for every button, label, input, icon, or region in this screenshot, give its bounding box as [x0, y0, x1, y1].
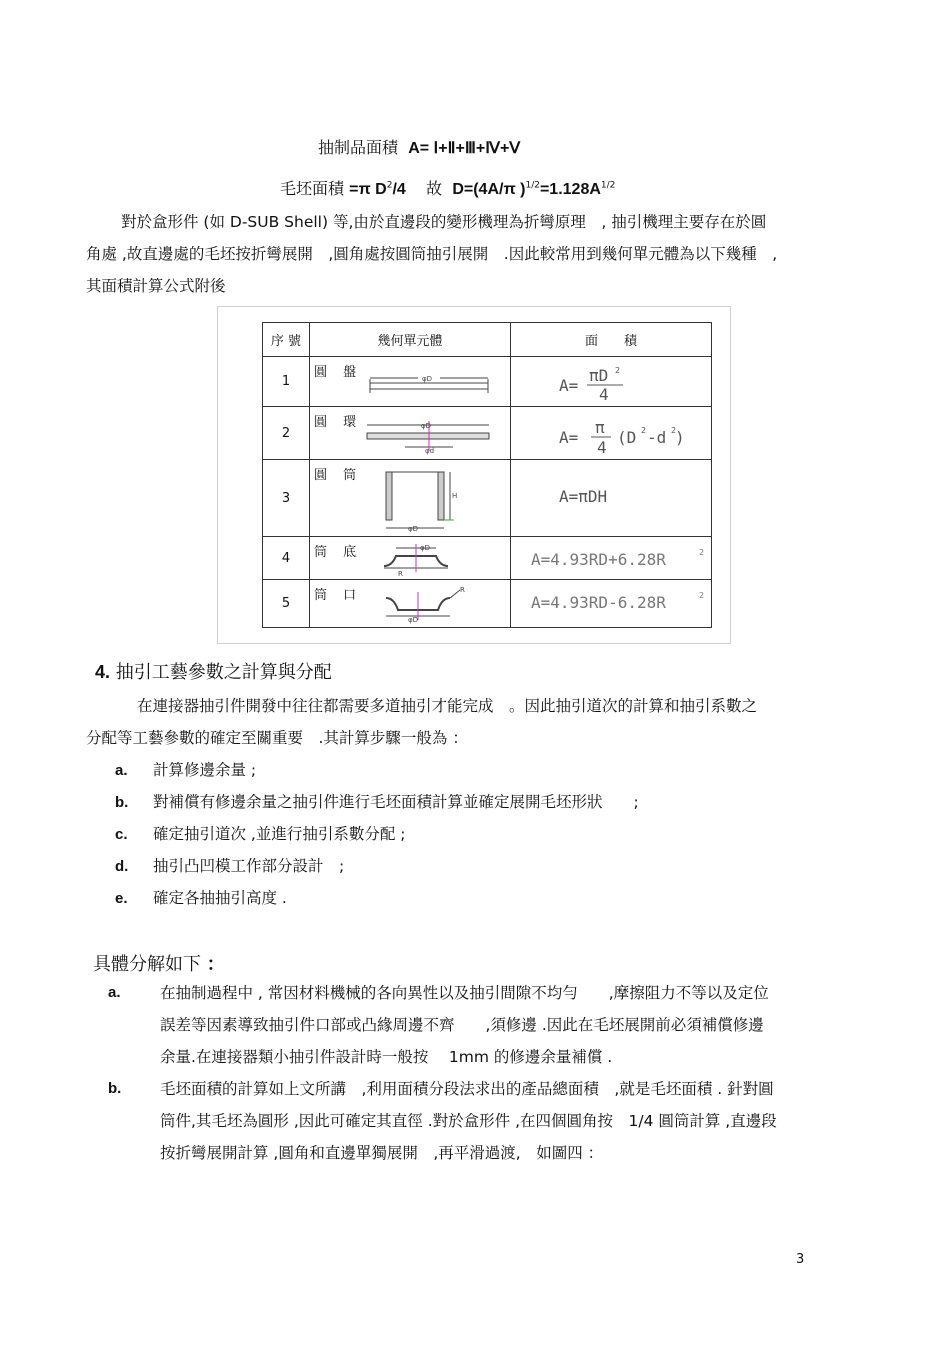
svg-text:): ): [675, 428, 685, 447]
step-item: [115, 786, 639, 819]
area-cell: [511, 407, 712, 460]
shape-cell: [310, 460, 511, 537]
step-label: c.: [115, 826, 128, 843]
table-row: [263, 357, 712, 407]
breakdown-line: 毛坯面積的計算如上文所講 ,利用面積分段法求出的產品總面積 ,就是毛坯面積 . 針對圓: [160, 1080, 774, 1098]
step-item: [115, 882, 287, 915]
cylinder-figure: [380, 470, 470, 532]
intro-line-3: 其面積計算公式附後: [86, 277, 226, 295]
area-formula-2: [559, 413, 719, 457]
disc-figure: [368, 371, 493, 397]
shape-name: 圓 環: [314, 415, 363, 430]
table-row: [263, 460, 712, 537]
formula-2-expr-b: /4: [392, 181, 406, 198]
breakdown-line: 按折彎展開計算 ,圓角和直邊單獨展開 ,再平滑過渡, 如圖四 ：: [160, 1144, 604, 1162]
shape-name: 圓 筒: [314, 468, 363, 483]
formula-2-label-b: 故: [426, 179, 443, 198]
row-number: 5: [263, 580, 310, 628]
step-label: d.: [115, 858, 129, 875]
svg-text:φD: φD: [408, 525, 419, 532]
svg-text:φD: φD: [408, 616, 419, 624]
formula-2-sup-c: 1/2: [600, 180, 616, 191]
breakdown-label: a.: [108, 984, 121, 1001]
svg-text:2: 2: [699, 591, 705, 600]
step-item: [115, 754, 256, 787]
step-text: 確定各抽抽引高度 .: [153, 889, 287, 907]
shape-cell: [310, 357, 511, 407]
shape-name: 筒 底: [314, 545, 363, 560]
row-number: 1: [263, 357, 310, 407]
step-item: [115, 818, 406, 851]
geometry-table: [262, 322, 712, 628]
formula-2-expr-d: =1.128A: [539, 181, 601, 198]
area-formula-4: [531, 547, 711, 573]
table-row: [263, 580, 712, 628]
shape-cell: [310, 580, 511, 628]
shape-name: 圓 盤: [314, 365, 363, 380]
formula-2-label: 毛坯面積: [280, 179, 345, 198]
svg-text:(D: (D: [617, 428, 637, 447]
breakdown-line: 在抽制過程中 , 常因材料機械的各向異性以及抽引間隙不均勻 ,摩擦阻力不等以及定位: [160, 984, 769, 1002]
ring-figure: [365, 419, 495, 455]
table-header-row: [263, 323, 712, 357]
svg-text:4: 4: [597, 438, 607, 457]
svg-text:A=: A=: [559, 376, 579, 395]
svg-text:-d: -d: [647, 428, 667, 447]
header-shape: 幾何單元體: [310, 323, 511, 357]
svg-text:φD: φD: [420, 544, 431, 552]
cup-bottom-figure: [380, 540, 460, 578]
formula-2-sup-a: 2: [386, 180, 393, 191]
formula-line-2: [280, 176, 615, 199]
page-number: 3: [796, 1252, 805, 1267]
formula-2-sup-b: 1/2: [525, 180, 540, 191]
area-formula-3: [559, 484, 679, 510]
header-area: 面 積: [511, 323, 712, 357]
area-cell: [511, 460, 712, 537]
row-number: 3: [263, 460, 310, 537]
svg-text:πD: πD: [589, 366, 609, 385]
breakdown-line: 誤差等因素導致抽引件口部或凸緣周邊不齊 ,須修邊 .因此在毛坯展開前必須補償修邊: [160, 1016, 764, 1034]
svg-text:φD: φD: [421, 422, 432, 430]
shape-cell: [310, 537, 511, 580]
area-formula-5: [531, 590, 711, 616]
svg-text:R: R: [460, 586, 465, 594]
section-4-para-line-1: 在連接器抽引件開發中往往都需要多道抽引才能完成 。因此抽引道次的計算和抽引系數之: [137, 697, 758, 715]
svg-text:4: 4: [599, 385, 609, 403]
step-label: b.: [115, 794, 129, 811]
svg-text:A=: A=: [559, 428, 579, 447]
step-text: 計算修邊余量 ;: [153, 761, 257, 779]
svg-text:H: H: [452, 492, 458, 500]
shape-name: 筒 口: [314, 588, 363, 603]
breakdown-colon: ：: [206, 954, 225, 975]
formula-2-expr-a: =π D: [349, 181, 387, 198]
table-row: [263, 537, 712, 580]
area-cell: [511, 357, 712, 407]
step-text: 抽引凸凹模工作部分設計 ;: [153, 857, 345, 875]
intro-line-1: 對於盒形件 (如 D-SUB Shell) 等,由於直邊段的變形機理為折彎原理 , 抽引機理主要存在於圓: [121, 213, 767, 231]
section-4-para-line-2: 分配等工藝參數的確定至關重要 .其計算步驟一般為 ：: [86, 729, 468, 747]
svg-text:φd: φd: [425, 447, 435, 455]
breakdown-heading: [93, 950, 225, 976]
breakdown-line: 余量.在連接器類小抽引件設計時一般按 1mm 的修邊余量補償 .: [160, 1048, 613, 1066]
svg-text:2: 2: [641, 426, 647, 435]
svg-text:2: 2: [615, 366, 621, 375]
svg-text:π: π: [595, 418, 605, 437]
section-4-number: 4.: [95, 662, 111, 682]
step-label: a.: [115, 762, 128, 779]
step-item: [115, 850, 344, 883]
shape-cell: [310, 407, 511, 460]
breakdown-title: 具體分解如下: [93, 954, 201, 975]
header-index: 序 號: [263, 323, 310, 357]
formula-1-label: 抽制品面積: [318, 138, 399, 157]
row-number: 2: [263, 407, 310, 460]
svg-text:2: 2: [699, 548, 705, 557]
table-row: [263, 407, 712, 460]
area-cell: [511, 580, 712, 628]
svg-text:R: R: [398, 570, 403, 578]
breakdown-line: 筒件,其毛坯為圓形 ,因此可確定其直徑 .對於盒形件 ,在四個圓角按 1/4 圓筒計算 ,直邊段: [160, 1112, 777, 1130]
formula-2-expr-c: D=(4A/π ): [452, 181, 526, 198]
breakdown-label: b.: [108, 1080, 122, 1097]
area-formula-1: [559, 363, 679, 403]
row-number: 4: [263, 537, 310, 580]
intro-line-2: 角處 ,故直邊處的毛坯按折彎展開 ,圓角處按圓筒抽引展開 .因此較常用到幾何單元體為以下幾種 ,: [86, 245, 778, 263]
formula-1-expr: A= Ⅰ+Ⅱ+Ⅲ+Ⅳ+Ⅴ: [408, 140, 521, 157]
svg-text:A=4.93RD-6.28R: A=4.93RD-6.28R: [531, 593, 666, 612]
svg-text:2: 2: [671, 426, 677, 435]
section-4-heading: [95, 658, 332, 684]
svg-text:A=4.93RD+6.28R: A=4.93RD+6.28R: [531, 550, 666, 569]
section-4-title: 抽引工藝參數之計算與分配: [115, 662, 332, 683]
step-label: e.: [115, 890, 128, 907]
step-text: 對補償有修邊余量之抽引件進行毛坯面積計算並確定展開毛坯形狀 ;: [153, 793, 639, 811]
step-text: 確定抽引道次 ,並進行抽引系數分配 ;: [153, 825, 406, 843]
svg-text:φD: φD: [422, 375, 433, 383]
area-cell: [511, 537, 712, 580]
cup-mouth-figure: [382, 586, 472, 624]
formula-line-1: [318, 135, 520, 158]
svg-text:A=πDH: A=πDH: [559, 487, 608, 506]
